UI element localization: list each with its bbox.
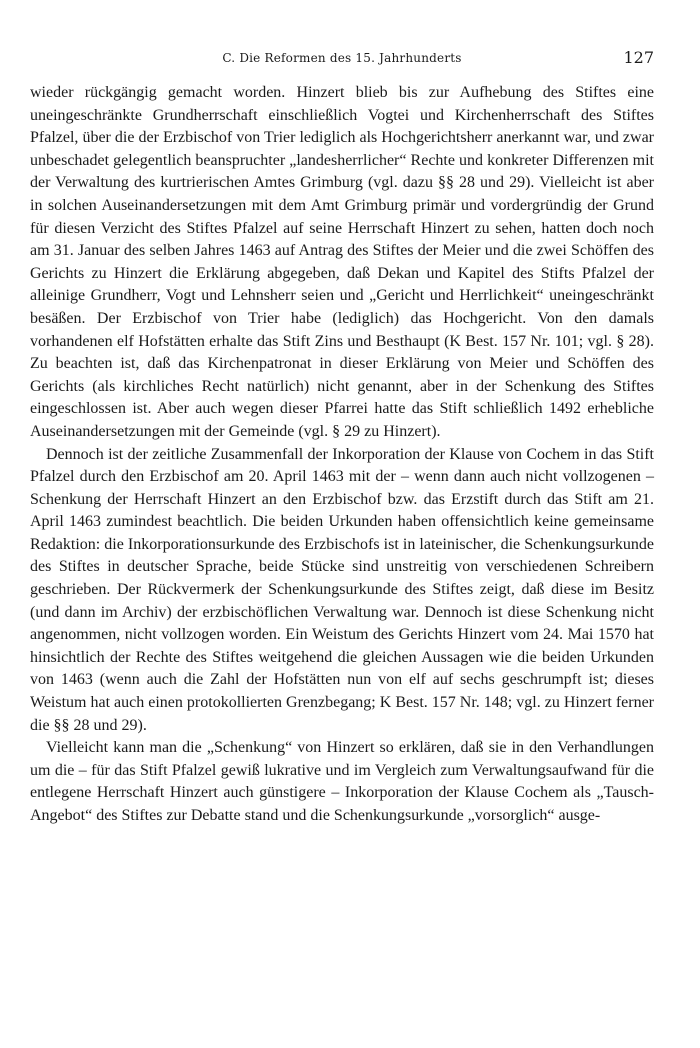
running-head: C. Die Reformen des 15. Jahrhunderts bbox=[222, 51, 462, 65]
paragraph-2: Dennoch ist der zeitliche Zusammenfall der Inkorporation der Klause von Cochem in das Stift Pfalzel durch den Erzbischof am 20. April 1463 mit der – wenn dann auch nicht vollzogenen – Schenkung der Herrschaft Hinzert an den Erzbischof bzw. das Erzstift durch das Stift am 21. April 1463 zumindest beachtlich. Die beiden Urkunden haben offensichtlich keine gemeinsame Redaktion: die Inkorporationsurkunde des Erzbischofs ist in lateinischer, die Schenkungsurkunde des Stiftes in deutscher Sprache, beide Stücke sind unstreitig von verschiedenen Schreibern geschrieben. Der Rückvermerk der Schenkungsurkunde des Stiftes zeigt, daß diese im Besitz (und dann im Archiv) der erzbischöflichen Verwaltung war. Dennoch ist diese Schenkung nicht angenommen, nicht vollzogen worden. Ein Weistum des Gerichts Hinzert vom 24. Mai 1570 hat hinsichtlich der Rechte des Stiftes weitgehend die gleichen Aussagen wie die beiden Urkunden von 1463 (wenn auch die Zahl der Hofstätten nun von elf auf sechs geschrumpft ist; dieses Weistum hat auch einen protokollierten Grenzbegang; K Best. 157 Nr. 148; vgl. zu Hinzert ferner die §§ 28 und 29). bbox=[30, 445, 654, 734]
page-header bbox=[30, 48, 654, 70]
paragraph-1: wieder rückgängig gemacht worden. Hinzert blieb bis zur Aufhebung des Stiftes eine uneingeschränkte Grundherrschaft einschließlich Vogtei und Kirchenherrschaft des Stiftes Pfalzel, über die der Erzbischof von Trier lediglich als Hochgerichtsherr anerkannt war, und zwar unbeschadet gelegentlich beanspruchter „landesherrlicher“ Rechte und konkreter Differenzen mit der Verwaltung des kurtrierischen Amtes Grimburg (vgl. dazu §§ 28 und 29). Vielleicht ist aber in solchen Auseinandersetzungen mit dem Amt Grimburg primär und vordergründig der Grund für diesen Verzicht des Stiftes Pfalzel auf seine Herrschaft Hinzert zu sehen, hatten doch noch am 31. Januar des selben Jahres 1463 auf Antrag des Stiftes der Meier und die zwei Schöffen des Gerichts zu Hinzert die Erklärung abgegeben, daß Dekan und Kapitel des Stifts Pfalzel der alleinige Grundherr, Vogt und Lehnsherr seien und „Gericht und Herrlichkeit“ uneingeschränkt besäßen. Der Erzbischof von Trier habe (lediglich) das Hochgericht. Von den damals vorhandenen elf Hofstätten erhalte das Stift Zins und Besthaupt (K Best. 157 Nr. 101; vgl. § 28). Zu beachten ist, daß das Kirchenpatronat in dieser Erklärung von Meier und Schöffen des Gerichts (als kirchliches Recht natürlich) nicht genannt, aber in der Schenkung des Stiftes eingeschlossen ist. Aber auch wegen dieser Pfarrei hatte das Stift schließlich 1492 erhebliche Auseinandersetzungen mit der Gemeinde (vgl. § 29 zu Hinzert). bbox=[30, 84, 654, 440]
paragraph-3: Vielleicht kann man die „Schenkung“ von Hinzert so erklären, daß sie in den Verhandlungen um die – für das Stift Pfalzel gewiß lukrative und im Vergleich zum Verwaltungsaufwand für die entlegene Herrschaft Hinzert auch günstigere – Inkorporation der Klause Cochem als „Tausch-Angebot“ des Stiftes zur Debatte stand und die Schenkungsurkunde „vorsorglich“ ausge- bbox=[30, 739, 654, 824]
page-number: 127 bbox=[623, 48, 654, 67]
body-text bbox=[30, 82, 654, 828]
